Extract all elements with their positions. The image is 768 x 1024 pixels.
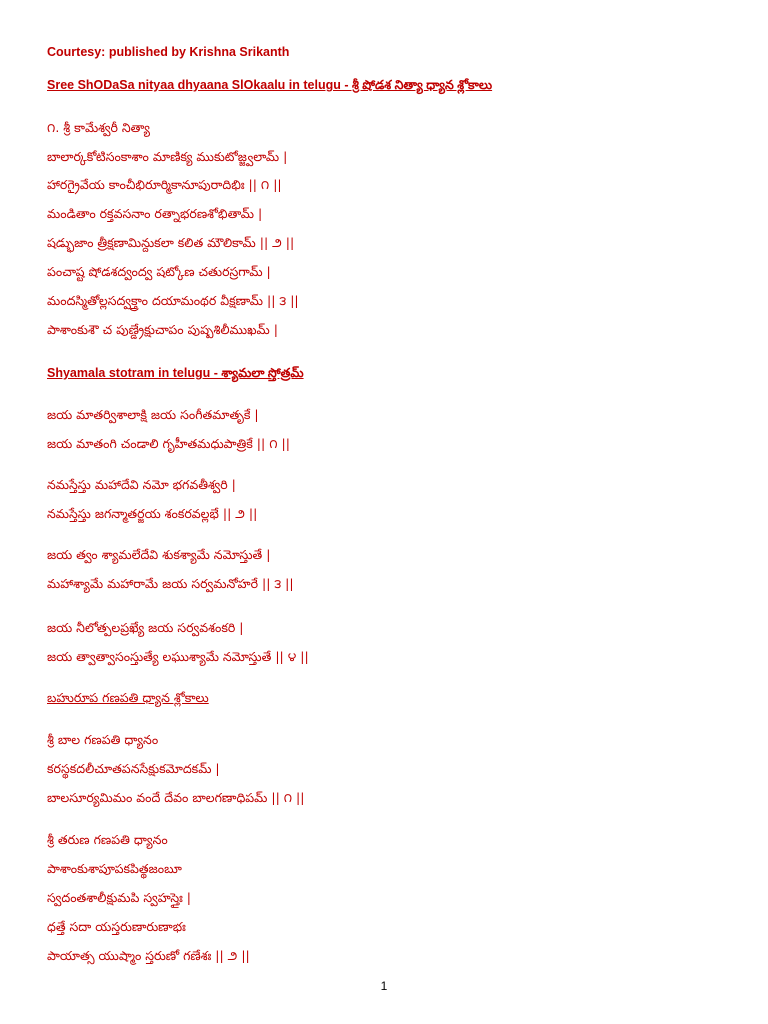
verse-line: జయ మాతర్విశాలాక్షి జయ సంగీతమాతృకే | (47, 407, 259, 422)
verse-line: జయ మాతంగి చండాలి గృహీతమధుపాత్రికే || ౧ || (47, 436, 290, 451)
verse-line: షడ్భుజాం త్రీక్షణామిన్దుకలా కలిత మౌలికామ్ || ౨ || (47, 235, 295, 250)
subheading-kameshwari: ౧. శ్రీ కామేశ్వరీ నిత్యా (47, 120, 151, 135)
courtesy-line: Courtesy: published by Krishna Srikanth (47, 45, 290, 59)
section-heading-shyamala[interactable]: Shyamala stotram in telugu - శ్యామలా స్తోత్రమ్ (47, 366, 304, 380)
verse-line: పాశాంకుశాపూపకపిత్థజంబూ (47, 861, 182, 876)
verse-line: హారగ్రైవేయ కాంచీభిరూర్మికానూపురాదిభిః || ౧ || (47, 177, 282, 192)
section-heading-shodasa[interactable]: Sree ShODaSa nityaa dhyaana SlOkaalu in telugu - శ్రీ షోడశ నిత్యా ధ్యాన శ్లోకాలు (47, 78, 493, 92)
verse-line: మండితాం రక్తవసనాం రత్నాభరణశోభితామ్ | (47, 206, 263, 221)
page-number: 1 (380, 979, 388, 993)
section-heading-ganapati[interactable]: బహురూప గణపతి ధ్యాన శ్లోకాలు (47, 690, 209, 705)
verse-line: జయ నీలోత్పలప్రఖ్యే జయ సర్వవశంకరి | (47, 620, 244, 635)
verse-line: జయ త్వాత్వాసంస్తుత్యే లఘుశ్యామే నమోస్తుతే || ౪ || (47, 649, 309, 664)
verse-line: ధత్తే సదా యస్తరుణారుణాభః (47, 919, 186, 934)
verse-line: పంచాష్ట షోడశద్వంద్వ షట్కోణ చతురస్రగామ్ | (47, 264, 271, 279)
verse-line: జయ త్వం శ్యామలేదేవి శుకశ్యామే నమోస్తుతే | (47, 547, 271, 562)
verse-line: నమస్తేస్తు మహాదేవి నమో భగవతీశ్వరి | (47, 477, 236, 492)
subheading-taruna-ganapati: శ్రీ తరుణ గణపతి ధ్యానం (47, 832, 168, 847)
verse-line: పాయాత్స యుష్మాం స్తరుణో గణేశః || ౨ || (47, 948, 250, 963)
subheading-bala-ganapati: శ్రీ బాల గణపతి ధ్యానం (47, 732, 159, 747)
verse-line: కరస్థకదలీచూతపనసేక్షుకమోదకమ్ | (47, 761, 220, 776)
verse-line: బాలసూర్యమిమం వందే దేవం బాలగణాధిపమ్ || ౧ || (47, 790, 305, 805)
verse-line: పాశాంకుశౌ చ పుణ్డ్రేక్షుచాపం పుష్పశిలీముఖమ్ | (47, 322, 278, 337)
verse-line: నమస్తేస్తు జగన్మాతర్జయ శంకరవల్లభే || ౨ || (47, 506, 258, 521)
verse-line: మహాశ్యామే మహారామే జయ సర్వమనోహరే || ౩ || (47, 576, 294, 591)
verse-line: బాలార్కకోటిసంకాశాం మాణిక్య ముకుటోజ్జ్వలామ్ | (47, 149, 288, 164)
verse-line: మందస్మితోల్లసద్వక్త్రాం దయామంథర వీక్షణామ్ || ౩ || (47, 293, 299, 308)
verse-line: స్వదంతశాలీక్షుమపి స్వహస్తైః | (47, 890, 192, 905)
